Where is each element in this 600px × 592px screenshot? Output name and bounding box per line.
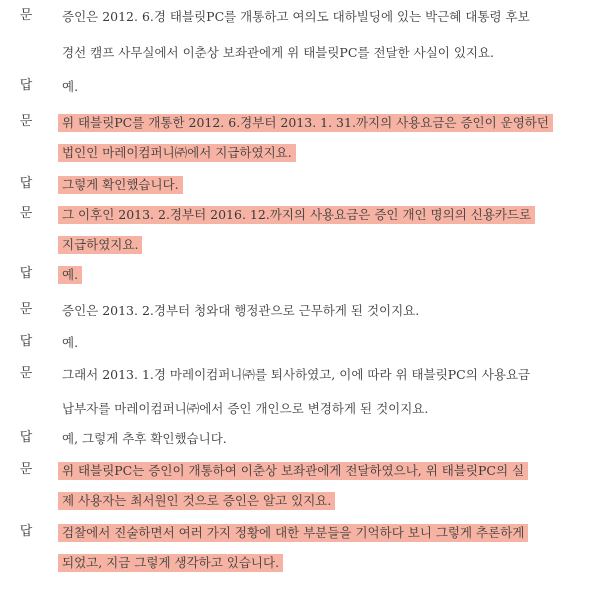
highlighted-text-line: 검찰에서 진술하면서 여러 가지 정황에 대한 부분들을 기억하다 보니 그렇게 추론하게 (58, 524, 528, 542)
highlighted-text-line: 그 이후인 2013. 2.경부터 2016. 12.까지의 사용요금은 증인 개인 명의의 신용카드로 (58, 206, 535, 224)
answer-label: 답 (19, 176, 33, 191)
text-line: 예. (62, 79, 79, 94)
answer-label: 답 (19, 266, 33, 281)
highlighted-text-line: 그렇게 확인했습니다. (58, 176, 183, 194)
answer-label: 답 (19, 334, 33, 349)
answer-label: 답 (19, 78, 33, 93)
text-line: 예, 그렇게 추후 확인했습니다. (62, 431, 227, 446)
text-line: 증인은 2013. 2.경부터 청와대 행정관으로 근무하게 된 것이지요. (62, 303, 420, 318)
text-line: 납부자를 마레이컴퍼니㈜에서 증인 개인으로 변경하게 된 것이지요. (62, 401, 429, 416)
highlighted-text-line: 위 태블릿PC를 개통한 2012. 6.경부터 2013. 1. 31.까지의 사용요금은 증인이 운영하던 (58, 114, 553, 132)
answer-label: 답 (19, 430, 33, 445)
highlighted-text-line: 제 사용자는 최서원인 것으로 증인은 알고 있지요. (58, 492, 335, 510)
question-label: 문 (19, 114, 33, 129)
question-label: 문 (19, 462, 33, 477)
highlighted-text-line: 법인인 마레이컴퍼니㈜에서 지급하였지요. (58, 144, 296, 162)
question-label: 문 (19, 206, 33, 221)
highlighted-text-line: 예. (58, 266, 82, 284)
question-label: 문 (19, 8, 33, 23)
highlighted-text-line: 위 태블릿PC는 증인이 개통하여 이춘상 보좌관에게 전달하였으나, 위 태블릿PC의 실 (58, 462, 528, 480)
highlighted-text-line: 되었고, 지금 그렇게 생각하고 있습니다. (58, 554, 283, 572)
question-label: 문 (19, 366, 33, 381)
answer-label: 답 (19, 524, 33, 539)
text-line: 경선 캠프 사무실에서 이춘상 보좌관에게 위 태블릿PC를 전달한 사실이 있지요. (62, 45, 495, 60)
highlighted-text-line: 지급하였지요. (58, 236, 142, 254)
question-label: 문 (19, 302, 33, 317)
text-line: 예. (62, 335, 79, 350)
text-line: 그래서 2013. 1.경 마레이컴퍼니㈜를 퇴사하였고, 이에 따라 위 태블릿PC의 사용요금 (62, 367, 531, 382)
text-line: 증인은 2012. 6.경 태블릿PC를 개통하고 여의도 대하빌딩에 있는 박근혜 대통령 후보 (62, 9, 530, 24)
